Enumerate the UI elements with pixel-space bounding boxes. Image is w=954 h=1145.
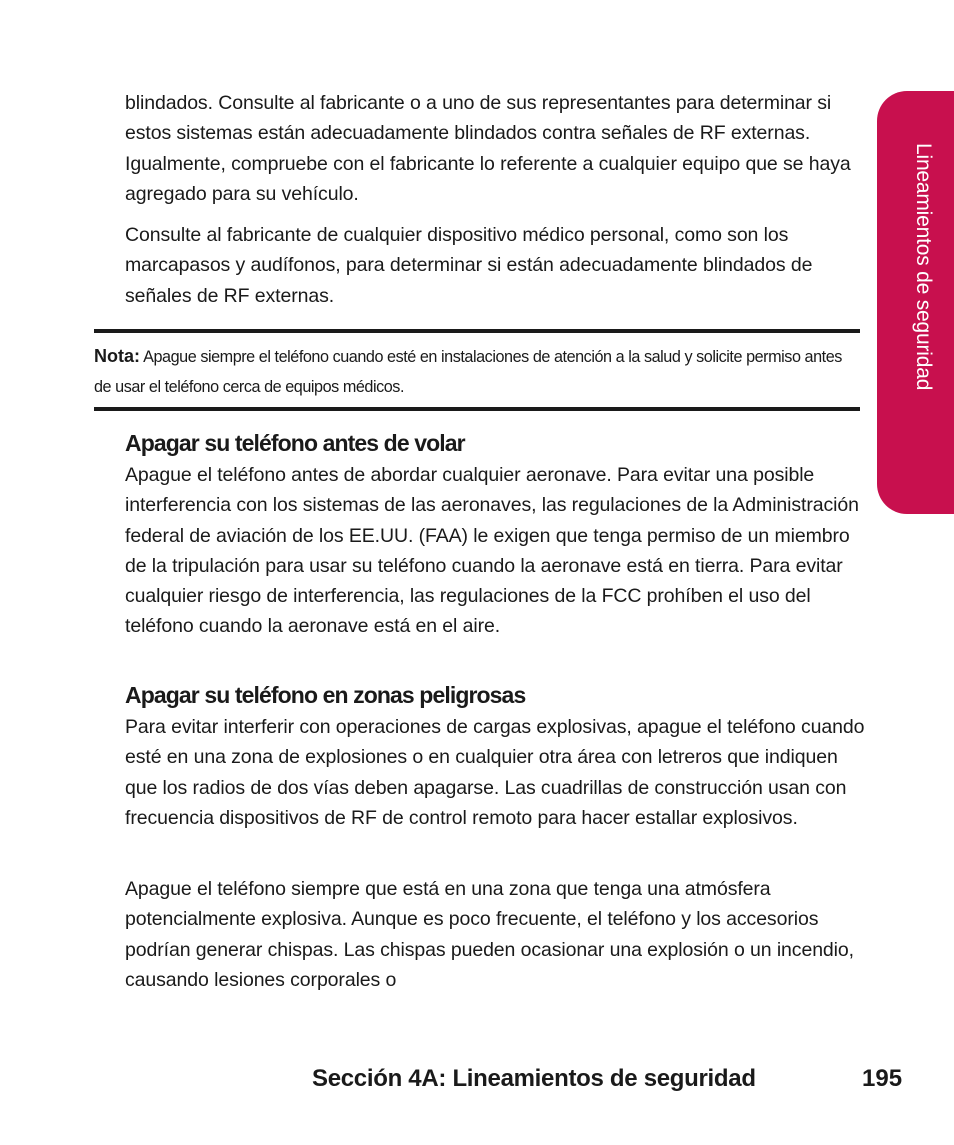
note-box xyxy=(94,329,860,411)
paragraph-blasting-areas: Para evitar interferir con operaciones de cargas explosivas, apague el teléfono cuando esté en una zona de explosiones o en cualquier otra área con letreros que indiquen que los radios de dos vías deben apagarse. Las cuadrillas de construcción usan con frecuencia dispositivos de RF de control remoto para hacer estallar explosivos. xyxy=(125,716,865,829)
note-body: Apague siempre el teléfono cuando esté en instalaciones de atención a la salud y solicite permiso antes de usar el teléfono cerca de equipos médicos. xyxy=(94,348,842,396)
footer-section-title: Sección 4A: Lineamientos de seguridad xyxy=(312,1065,756,1092)
paragraph-shielding-vehicle: blindados. Consulte al fabricante o a uno de sus representantes para determinar si estos sistemas están adecuadamente blindados contra señales de RF externas. Igualmente, compruebe con el fabricante lo referente a cualquier equipo que se haya agregado para su vehículo. xyxy=(125,92,851,205)
paragraph-explosive-atmosphere: Apague el teléfono siempre que está en una zona que tenga una atmósfera potencialmente explosiva. Aunque es poco frecuente, el teléfono y los accesorios podrían generar chispas. Las chispas pueden ocasionar una explosión o un incendio, causando lesiones corporales o xyxy=(125,878,854,991)
page-number: 195 xyxy=(862,1065,903,1092)
heading-airplane: Apagar su teléfono antes de volar xyxy=(125,430,465,456)
heading-hazardous-areas: Apagar su teléfono en zonas peligrosas xyxy=(125,682,526,708)
section-side-tab-label: Lineamientos de seguridad xyxy=(912,143,935,391)
paragraph-airplane: Apague el teléfono antes de abordar cualquier aeronave. Para evitar una posible interferencia con los sistemas de las aeronaves, las regulaciones de la Administración federal de aviación de los EE.UU. (FAA) le exigen que tenga permiso de un miembro de la tripulación para usar su teléfono cuando la aeronave está en tierra. Para evitar cualquier riesgo de interferencia, las regulaciones de la FCC prohíben el uso del teléfono cuando la aeronave está en el aire. xyxy=(125,464,859,638)
note-text xyxy=(94,333,860,402)
paragraph-medical-devices: Consulte al fabricante de cualquier dispositivo médico personal, como son los marcapasos y audífonos, para determinar si están adecuadamente blindados de señales de RF externas. xyxy=(125,224,813,307)
note-label: Nota: xyxy=(94,346,140,366)
